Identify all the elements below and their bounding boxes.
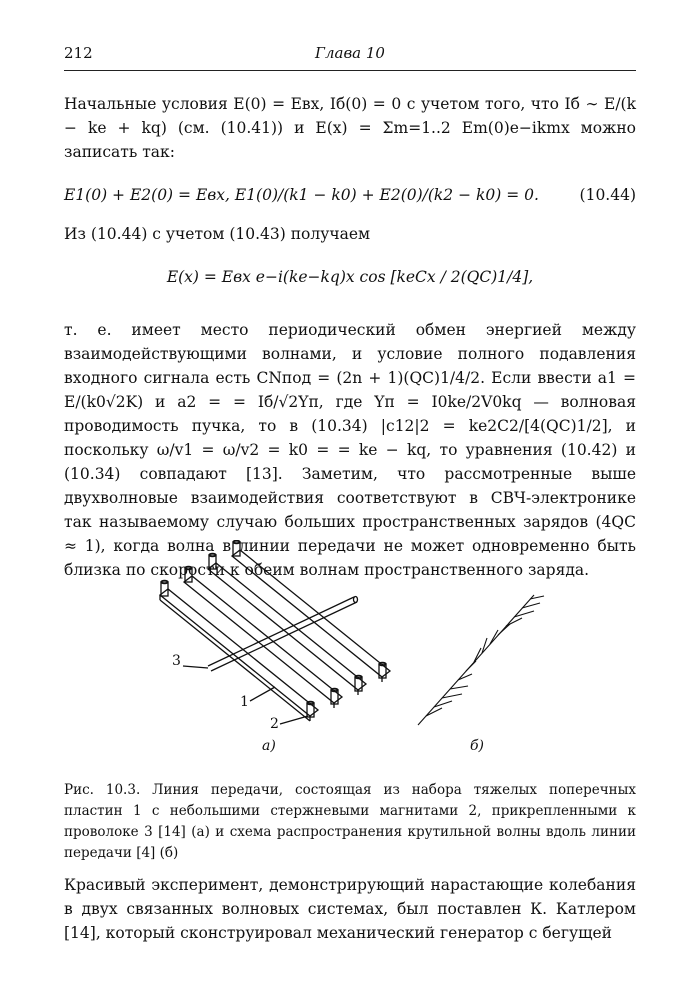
- paragraph-cutler-experiment: Красивый эксперимент, демонстрирующий нарастающие колебания в двух связанных волновых системах, был поставлен К. Катлером [14], который сконструировал механический генератор с бегущей: [64, 876, 636, 942]
- leader-1: [250, 687, 275, 701]
- label-magnet-2: 2: [270, 716, 279, 732]
- wave-tick: [426, 708, 442, 716]
- paragraph-initial-conditions: Начальные условия E(0) = Eвх, Iб(0) = 0 с учетом того, что Iб ∼ E/(k − ke + kq) (см. (10.41)) и E(x) = Σm=1..2 Em(0)e−ikmx можно записать так:: [64, 95, 636, 161]
- chapter-title: Глава 10: [315, 44, 385, 62]
- figure-a-transmission-line: [160, 540, 390, 724]
- wave-tick: [466, 661, 476, 671]
- plate-4: [232, 550, 390, 682]
- running-header: [64, 44, 636, 66]
- figure-10-3: [150, 540, 570, 770]
- figure-b-torsional-wave: [418, 595, 544, 725]
- subfigure-a-label: а): [262, 738, 276, 754]
- subfigure-b-label: б): [470, 738, 485, 754]
- equation-10-44: [64, 186, 636, 204]
- equation-10-44-number: (10.44): [579, 186, 636, 204]
- wave-tick: [506, 618, 522, 626]
- paragraph-from-1044: Из (10.44) с учетом (10.43) получаем: [64, 225, 371, 243]
- page-number: 212: [64, 44, 93, 62]
- leader-3: [183, 666, 208, 668]
- figure-caption: Рис. 10.3. Линия передачи, состоящая из набора тяжелых поперечных пластин 1 с небольшими стержневыми магнитами 2, прикрепленными к проволоке 3 [14] (а) и схема распространения крутильной волны вдоль линии передачи [4] (б): [64, 782, 636, 861]
- equation-10-44-body: E1(0) + E2(0) = Eвх, E1(0)/(k1 − k0) + E2(0)/(k2 − k0) = 0.: [64, 186, 539, 204]
- label-plate-1: 1: [240, 694, 249, 710]
- header-rule: [64, 70, 636, 71]
- paragraph-periodic-exchange: т. е. имеет место периодический обмен энергией между взаимодействующими волнами, и условие полного подавления входного сигнала есть CNпод = (2n + 1)(QC)1/4/2. Если ввести a1 = E/(k0√2K) и a2 = = Iб/√2Yп, где Yп = I0ke/2V0kq — волновая проводимость пучка, то в (10.34) |c12|2 = ke2C2/[4(QC)1/2], и поскольку ω/v1 = ω/v2 = k0 = = ke − kq, то уравнения (10.42) и (10.34) совпадают [13]. Заметим, что рассмотренные выше двухволновые взаимодействия соответствуют в СВЧ-электронике так называемому случаю больших пространственных зарядов (4QC ≈ 1), когда волна в линии передачи не может одновременно быть близка по скорости к обеим волнам пространственного заряда.: [64, 321, 636, 579]
- equation-E-of-x: E(x) = Eвх e−i(ke−kq)x cos [keCx / 2(QC)1/4],: [166, 268, 534, 286]
- plate-2: [184, 576, 342, 708]
- leader-2: [280, 716, 308, 724]
- wave-axis: [418, 595, 534, 725]
- wave-tick: [498, 624, 510, 635]
- plate-1: [160, 589, 318, 721]
- label-wire-3: 3: [172, 653, 181, 669]
